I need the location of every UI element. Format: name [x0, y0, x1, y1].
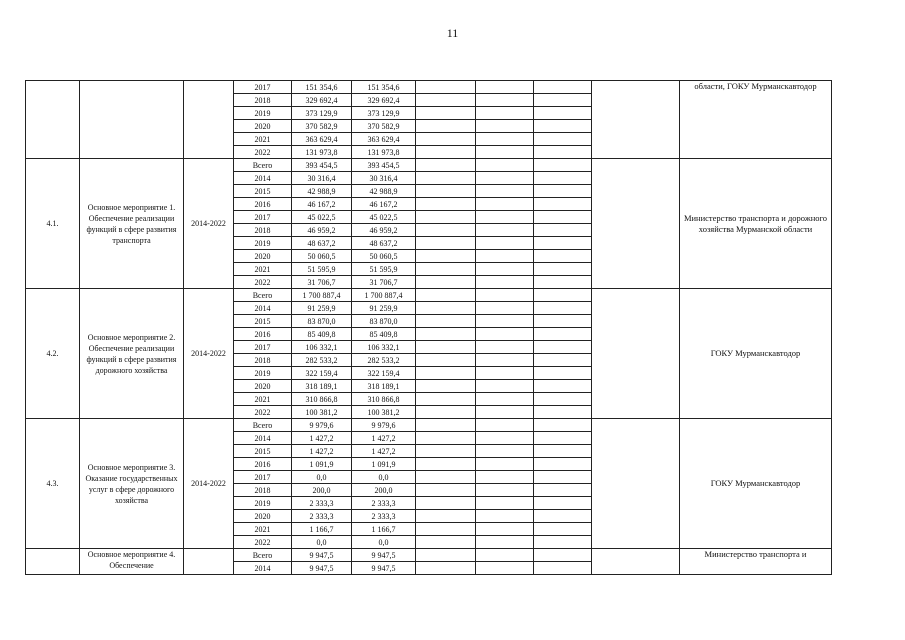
executor-cell: Министерство транспорта и дорожного хозяйства Мурманской области [680, 159, 832, 289]
item-name-cell: Основное мероприятие 3. Оказание государственных услуг в сфере дорожного хозяйства [80, 419, 184, 549]
budget-amount-cell: 100 381,2 [352, 406, 416, 419]
empty-cell [534, 471, 592, 484]
budget-amount-cell: 46 959,2 [352, 224, 416, 237]
empty-cell [534, 354, 592, 367]
year-cell: 2019 [234, 367, 292, 380]
empty-cell [416, 185, 476, 198]
table-row [26, 289, 832, 302]
budget-amount-cell: 2 333,3 [352, 510, 416, 523]
empty-cell [534, 146, 592, 159]
executor-cell: ГОКУ Мурманскавтодор [680, 419, 832, 549]
empty-cell [476, 341, 534, 354]
table-row [26, 159, 832, 172]
empty-cell [534, 445, 592, 458]
year-cell: 2015 [234, 185, 292, 198]
empty-cell [476, 237, 534, 250]
year-cell: 2021 [234, 523, 292, 536]
empty-cell [476, 549, 534, 562]
empty-cell [534, 237, 592, 250]
empty-cell [476, 185, 534, 198]
empty-cell [476, 302, 534, 315]
year-cell: 2020 [234, 250, 292, 263]
empty-cell [534, 432, 592, 445]
total-amount-cell: 329 692,4 [292, 94, 352, 107]
empty-cell [416, 497, 476, 510]
year-cell: 2017 [234, 341, 292, 354]
year-cell: 2016 [234, 458, 292, 471]
empty-cell [416, 224, 476, 237]
empty-cell [476, 224, 534, 237]
empty-cell [416, 432, 476, 445]
empty-cell [476, 146, 534, 159]
year-cell: 2021 [234, 263, 292, 276]
period-cell: 2014-2022 [184, 159, 234, 289]
budget-amount-cell: 42 988,9 [352, 185, 416, 198]
budget-amount-cell: 46 167,2 [352, 198, 416, 211]
empty-cell [534, 549, 592, 562]
empty-cell [476, 458, 534, 471]
total-amount-cell: 200,0 [292, 484, 352, 497]
empty-cell [416, 120, 476, 133]
empty-cell [476, 94, 534, 107]
year-cell: 2019 [234, 237, 292, 250]
year-cell: 2017 [234, 81, 292, 94]
empty-cell [534, 302, 592, 315]
empty-cell [416, 276, 476, 289]
year-cell: 2021 [234, 133, 292, 146]
year-cell: 2022 [234, 406, 292, 419]
budget-table-body [26, 81, 832, 575]
empty-cell [416, 354, 476, 367]
year-cell: 2014 [234, 172, 292, 185]
empty-cell [534, 458, 592, 471]
budget-amount-cell: 282 533,2 [352, 354, 416, 367]
budget-amount-cell: 151 354,6 [352, 81, 416, 94]
empty-cell [476, 484, 534, 497]
note-cell [592, 549, 680, 575]
budget-amount-cell: 31 706,7 [352, 276, 416, 289]
empty-cell [534, 484, 592, 497]
empty-cell [534, 81, 592, 94]
empty-cell [416, 341, 476, 354]
period-cell: 2014-2022 [184, 419, 234, 549]
budget-amount-cell: 1 427,2 [352, 445, 416, 458]
year-cell: Всего [234, 549, 292, 562]
empty-cell [534, 159, 592, 172]
empty-cell [476, 393, 534, 406]
empty-cell [476, 523, 534, 536]
total-amount-cell: 131 973,8 [292, 146, 352, 159]
budget-amount-cell: 2 333,3 [352, 497, 416, 510]
empty-cell [534, 133, 592, 146]
budget-amount-cell: 131 973,8 [352, 146, 416, 159]
empty-cell [416, 510, 476, 523]
empty-cell [416, 289, 476, 302]
table-row [26, 81, 832, 94]
empty-cell [416, 536, 476, 549]
item-number-cell: 4.2. [26, 289, 80, 419]
empty-cell [416, 406, 476, 419]
total-amount-cell: 100 381,2 [292, 406, 352, 419]
empty-cell [476, 354, 534, 367]
empty-cell [476, 250, 534, 263]
empty-cell [534, 341, 592, 354]
empty-cell [416, 549, 476, 562]
year-cell: Всего [234, 289, 292, 302]
empty-cell [534, 562, 592, 575]
budget-table [25, 80, 832, 575]
period-cell: 2014-2022 [184, 289, 234, 419]
year-cell: 2018 [234, 94, 292, 107]
total-amount-cell: 370 582,9 [292, 120, 352, 133]
budget-amount-cell: 85 409,8 [352, 328, 416, 341]
empty-cell [476, 471, 534, 484]
total-amount-cell: 91 259,9 [292, 302, 352, 315]
budget-amount-cell: 106 332,1 [352, 341, 416, 354]
total-amount-cell: 2 333,3 [292, 497, 352, 510]
item-number-cell: 4.1. [26, 159, 80, 289]
executor-cell: ГОКУ Мурманскавтодор [680, 289, 832, 419]
empty-cell [534, 276, 592, 289]
empty-cell [416, 523, 476, 536]
year-cell: 2016 [234, 198, 292, 211]
total-amount-cell: 1 091,9 [292, 458, 352, 471]
empty-cell [534, 510, 592, 523]
year-cell: 2016 [234, 328, 292, 341]
table-row [26, 419, 832, 432]
empty-cell [476, 445, 534, 458]
empty-cell [534, 419, 592, 432]
empty-cell [476, 81, 534, 94]
period-cell [184, 81, 234, 159]
budget-amount-cell: 1 700 887,4 [352, 289, 416, 302]
budget-amount-cell: 30 316,4 [352, 172, 416, 185]
year-cell: 2018 [234, 224, 292, 237]
budget-amount-cell: 363 629,4 [352, 133, 416, 146]
empty-cell [534, 536, 592, 549]
year-cell: 2019 [234, 107, 292, 120]
budget-amount-cell: 83 870,0 [352, 315, 416, 328]
empty-cell [534, 289, 592, 302]
empty-cell [416, 367, 476, 380]
total-amount-cell: 9 979,6 [292, 419, 352, 432]
empty-cell [534, 406, 592, 419]
empty-cell [534, 224, 592, 237]
year-cell: 2014 [234, 432, 292, 445]
year-cell: 2021 [234, 393, 292, 406]
budget-amount-cell: 9 979,6 [352, 419, 416, 432]
empty-cell [534, 198, 592, 211]
year-cell: 2022 [234, 276, 292, 289]
total-amount-cell: 363 629,4 [292, 133, 352, 146]
empty-cell [476, 263, 534, 276]
empty-cell [416, 458, 476, 471]
empty-cell [416, 484, 476, 497]
empty-cell [476, 276, 534, 289]
year-cell: 2015 [234, 445, 292, 458]
budget-amount-cell: 373 129,9 [352, 107, 416, 120]
total-amount-cell: 46 167,2 [292, 198, 352, 211]
empty-cell [476, 172, 534, 185]
empty-cell [476, 497, 534, 510]
year-cell: 2017 [234, 211, 292, 224]
empty-cell [476, 159, 534, 172]
item-number-cell [26, 549, 80, 575]
empty-cell [416, 471, 476, 484]
total-amount-cell: 85 409,8 [292, 328, 352, 341]
empty-cell [416, 419, 476, 432]
total-amount-cell: 2 333,3 [292, 510, 352, 523]
empty-cell [416, 81, 476, 94]
budget-amount-cell: 0,0 [352, 471, 416, 484]
total-amount-cell: 48 637,2 [292, 237, 352, 250]
empty-cell [534, 250, 592, 263]
budget-amount-cell: 1 091,9 [352, 458, 416, 471]
period-cell [184, 549, 234, 575]
empty-cell [534, 315, 592, 328]
total-amount-cell: 1 166,7 [292, 523, 352, 536]
empty-cell [534, 367, 592, 380]
empty-cell [534, 185, 592, 198]
executor-cell: области, ГОКУ Мурманскавтодор [680, 81, 832, 159]
empty-cell [416, 237, 476, 250]
total-amount-cell: 50 060,5 [292, 250, 352, 263]
empty-cell [476, 562, 534, 575]
budget-amount-cell: 45 022,5 [352, 211, 416, 224]
empty-cell [476, 120, 534, 133]
year-cell: Всего [234, 159, 292, 172]
table-row [26, 549, 832, 562]
budget-amount-cell: 322 159,4 [352, 367, 416, 380]
note-cell [592, 289, 680, 419]
total-amount-cell: 9 947,5 [292, 562, 352, 575]
empty-cell [476, 380, 534, 393]
empty-cell [534, 107, 592, 120]
budget-amount-cell: 91 259,9 [352, 302, 416, 315]
empty-cell [534, 393, 592, 406]
budget-amount-cell: 329 692,4 [352, 94, 416, 107]
year-cell: 2020 [234, 120, 292, 133]
empty-cell [534, 172, 592, 185]
year-cell: 2015 [234, 315, 292, 328]
empty-cell [534, 263, 592, 276]
total-amount-cell: 318 189,1 [292, 380, 352, 393]
total-amount-cell: 31 706,7 [292, 276, 352, 289]
budget-amount-cell: 9 947,5 [352, 549, 416, 562]
total-amount-cell: 151 354,6 [292, 81, 352, 94]
empty-cell [416, 94, 476, 107]
budget-amount-cell: 9 947,5 [352, 562, 416, 575]
year-cell: 2022 [234, 536, 292, 549]
year-cell: 2018 [234, 354, 292, 367]
total-amount-cell: 1 427,2 [292, 445, 352, 458]
page-number: 11 [446, 26, 459, 40]
budget-amount-cell: 200,0 [352, 484, 416, 497]
empty-cell [476, 328, 534, 341]
empty-cell [416, 172, 476, 185]
total-amount-cell: 46 959,2 [292, 224, 352, 237]
budget-amount-cell: 1 427,2 [352, 432, 416, 445]
year-cell: 2022 [234, 146, 292, 159]
empty-cell [534, 380, 592, 393]
empty-cell [416, 250, 476, 263]
item-name-cell: Основное мероприятие 1. Обеспечение реализации функций в сфере развития транспорта [80, 159, 184, 289]
year-cell: 2014 [234, 562, 292, 575]
empty-cell [534, 497, 592, 510]
empty-cell [476, 289, 534, 302]
total-amount-cell: 282 533,2 [292, 354, 352, 367]
total-amount-cell: 1 700 887,4 [292, 289, 352, 302]
total-amount-cell: 9 947,5 [292, 549, 352, 562]
year-cell: 2020 [234, 510, 292, 523]
empty-cell [476, 536, 534, 549]
total-amount-cell: 373 129,9 [292, 107, 352, 120]
total-amount-cell: 42 988,9 [292, 185, 352, 198]
empty-cell [416, 393, 476, 406]
year-cell: Всего [234, 419, 292, 432]
budget-amount-cell: 51 595,9 [352, 263, 416, 276]
budget-amount-cell: 1 166,7 [352, 523, 416, 536]
empty-cell [416, 107, 476, 120]
total-amount-cell: 310 866,8 [292, 393, 352, 406]
empty-cell [416, 211, 476, 224]
empty-cell [416, 263, 476, 276]
total-amount-cell: 106 332,1 [292, 341, 352, 354]
budget-amount-cell: 310 866,8 [352, 393, 416, 406]
empty-cell [476, 198, 534, 211]
year-cell: 2014 [234, 302, 292, 315]
empty-cell [416, 302, 476, 315]
item-name-cell [80, 81, 184, 159]
empty-cell [476, 367, 534, 380]
empty-cell [416, 445, 476, 458]
year-cell: 2017 [234, 471, 292, 484]
empty-cell [416, 146, 476, 159]
empty-cell [416, 133, 476, 146]
empty-cell [476, 419, 534, 432]
executor-cell: Министерство транспорта и [680, 549, 832, 575]
item-name-cell: Основное мероприятие 4. Обеспечение [80, 549, 184, 575]
year-cell: 2018 [234, 484, 292, 497]
empty-cell [476, 211, 534, 224]
empty-cell [476, 133, 534, 146]
budget-amount-cell: 318 189,1 [352, 380, 416, 393]
empty-cell [476, 406, 534, 419]
empty-cell [416, 562, 476, 575]
budget-amount-cell: 48 637,2 [352, 237, 416, 250]
empty-cell [476, 315, 534, 328]
note-cell [592, 159, 680, 289]
empty-cell [534, 328, 592, 341]
year-cell: 2019 [234, 497, 292, 510]
empty-cell [476, 107, 534, 120]
item-number-cell: 4.3. [26, 419, 80, 549]
empty-cell [416, 328, 476, 341]
total-amount-cell: 0,0 [292, 536, 352, 549]
empty-cell [534, 523, 592, 536]
total-amount-cell: 83 870,0 [292, 315, 352, 328]
budget-amount-cell: 0,0 [352, 536, 416, 549]
total-amount-cell: 45 022,5 [292, 211, 352, 224]
empty-cell [416, 315, 476, 328]
empty-cell [416, 198, 476, 211]
budget-amount-cell: 370 582,9 [352, 120, 416, 133]
empty-cell [476, 510, 534, 523]
total-amount-cell: 51 595,9 [292, 263, 352, 276]
empty-cell [416, 159, 476, 172]
item-number-cell [26, 81, 80, 159]
note-cell [592, 419, 680, 549]
year-cell: 2020 [234, 380, 292, 393]
budget-amount-cell: 50 060,5 [352, 250, 416, 263]
budget-amount-cell: 393 454,5 [352, 159, 416, 172]
total-amount-cell: 322 159,4 [292, 367, 352, 380]
empty-cell [534, 211, 592, 224]
empty-cell [476, 432, 534, 445]
total-amount-cell: 0,0 [292, 471, 352, 484]
total-amount-cell: 1 427,2 [292, 432, 352, 445]
empty-cell [534, 120, 592, 133]
empty-cell [534, 94, 592, 107]
empty-cell [416, 380, 476, 393]
item-name-cell: Основное мероприятие 2. Обеспечение реализации функций в сфере развития дорожного хозяйства [80, 289, 184, 419]
note-cell [592, 81, 680, 159]
total-amount-cell: 30 316,4 [292, 172, 352, 185]
total-amount-cell: 393 454,5 [292, 159, 352, 172]
